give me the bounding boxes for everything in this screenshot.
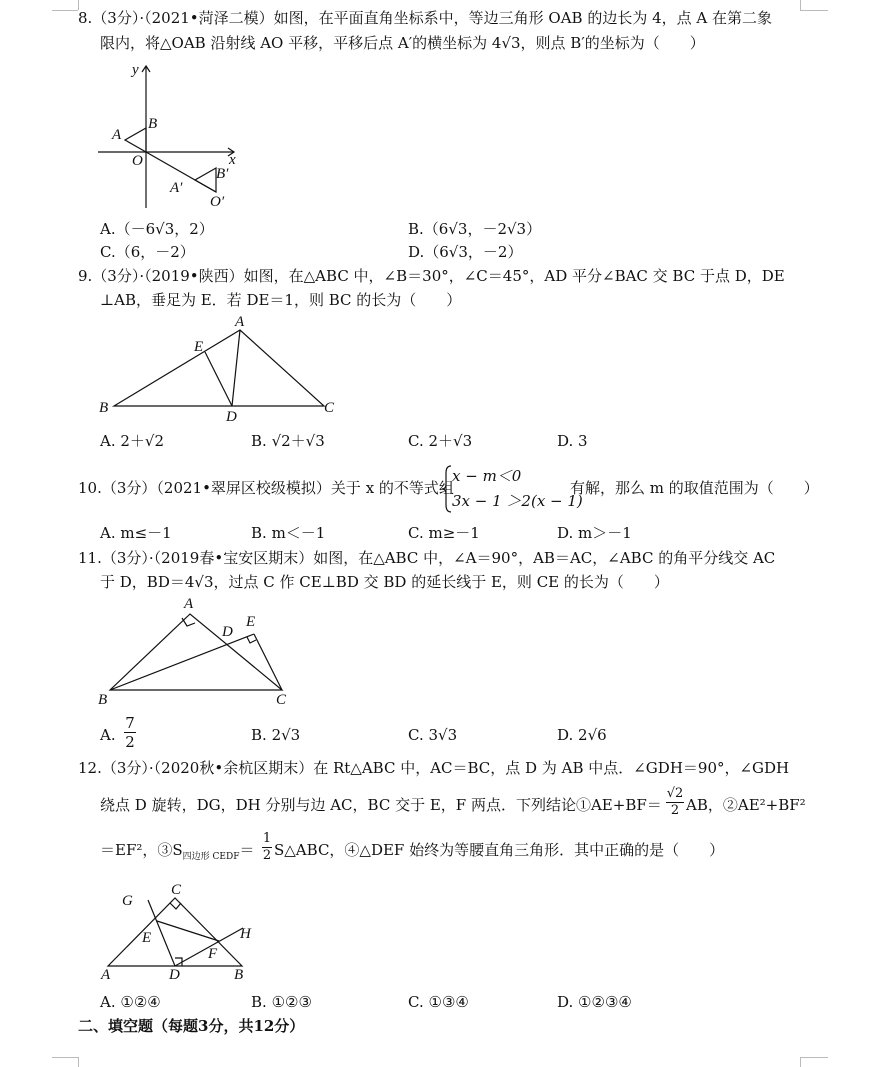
q8-option-c[interactable]: C.（6，－2） <box>100 243 195 261</box>
q11-option-a[interactable]: A. <box>100 726 116 744</box>
q12-label-f: F <box>208 946 218 962</box>
q8-label-y: y <box>132 62 139 78</box>
q11-label-b: B <box>98 692 108 708</box>
q10-system-brace <box>442 465 452 513</box>
corner-mark-top-right-h <box>800 10 828 11</box>
q8-label-a: A <box>112 127 122 143</box>
q12-label-d: D <box>169 967 180 983</box>
q9-figure <box>96 312 346 422</box>
q9-label-e: E <box>194 339 204 355</box>
q12-option-b[interactable]: B. ①②③ <box>251 993 312 1011</box>
q10-option-d[interactable]: D. m＞－1 <box>557 524 632 542</box>
corner-mark-top-left-h <box>52 10 78 11</box>
q12-area-subscript: 四边形 CEDF <box>182 852 240 862</box>
q12-label-h: H <box>240 926 251 942</box>
q12-option-c[interactable]: C. ①③④ <box>408 993 469 1011</box>
q9-label-a: A <box>235 314 245 330</box>
q9-label-d: D <box>226 409 237 422</box>
q8-label-o-prime: O′ <box>210 194 225 210</box>
q12-label-a: A <box>101 967 111 983</box>
q12-label-b: B <box>234 967 244 983</box>
q10-stem-suffix: 有解，那么 m 的取值范围为（ ） <box>570 479 819 497</box>
section-2-heading: 二、填空题（每题3分，共12分） <box>78 1017 305 1035</box>
q10-inequality-2: 3x − 1 ＞2(x − 1) <box>452 492 583 510</box>
q8-label-o: O <box>132 153 143 169</box>
q12-stem-line3c: S△ABC，④△DEF 始终为等腰直角三角形．其中正确的是（ ） <box>274 841 725 859</box>
q9-stem-line2: ⊥AB，垂足为 E．若 DE＝1，则 BC 的长为（ ） <box>100 291 462 309</box>
corner-mark-bottom-right-h <box>800 1057 828 1058</box>
q10-stem-prefix: 10.（3分）（2021•翠屏区校级模拟）关于 x 的不等式组 <box>78 479 454 497</box>
q11-option-d[interactable]: D. 2√6 <box>557 726 607 744</box>
q12-label-e: E <box>142 930 152 946</box>
q9-stem-line1: 9.（3分）·（2019•陕西）如图，在△ABC 中，∠B＝30°，∠C＝45°，AD 平分∠BAC 交 BC 于点 D，DE <box>78 267 785 285</box>
q8-stem-line2: 限内，将△OAB 沿射线 AO 平移，平移后点 A′的横坐标为 4√3，则点 B′的坐标为（ ） <box>100 34 705 52</box>
q9-option-d[interactable]: D. 3 <box>557 432 588 450</box>
q12-figure <box>96 878 266 988</box>
q10-option-b[interactable]: B. m＜－1 <box>251 524 326 542</box>
q8-option-d[interactable]: D.（6√3，－2） <box>408 243 523 261</box>
q12-option-d[interactable]: D. ①②③④ <box>557 993 632 1011</box>
q11-label-c: C <box>276 692 287 708</box>
q8-option-b[interactable]: B.（6√3，－2√3） <box>408 220 542 238</box>
q9-label-b: B <box>99 400 109 416</box>
corner-mark-bottom-right-v <box>800 1057 801 1067</box>
q10-option-c[interactable]: C. m≥－1 <box>408 524 480 542</box>
q8-stem-line1: 8.（3分）·（2021•菏泽二模）如图，在平面直角坐标系中，等边三角形 OAB 的边长为 4，点 A 在第二象 <box>78 9 773 27</box>
q12-stem-line3a: ＝EF²，$③S_{四边形 CEDF}=$ <box>100 841 255 862</box>
corner-mark-bottom-left-v <box>78 1057 79 1067</box>
q12-stem-line1: 12.（3分）·（2020秋•余杭区期末）在 Rt△ABC 中，AC＝BC，点 D 为 AB 中点．∠GDH＝90°，∠GDH <box>78 759 790 777</box>
q9-option-c[interactable]: C. 2＋√3 <box>408 432 473 450</box>
q11-option-c[interactable]: C. 3√3 <box>408 726 458 744</box>
q9-label-c: C <box>324 400 335 416</box>
q10-inequality-1: x − m＜0 <box>452 467 522 485</box>
q11-label-e: E <box>246 614 256 630</box>
q12-stem-line2b: AB，②AE²+BF² <box>686 796 806 814</box>
q11-option-a-fraction: 7 2 <box>125 714 135 751</box>
q12-fraction-half: 1 2 <box>262 831 272 863</box>
corner-mark-bottom-left-h <box>52 1057 78 1058</box>
q8-figure <box>96 60 256 210</box>
q8-option-a[interactable]: A.（－6√3，2） <box>100 220 214 238</box>
q11-label-d: D <box>222 624 233 640</box>
q8-label-b-prime: B′ <box>216 166 229 182</box>
q11-option-b[interactable]: B. 2√3 <box>251 726 301 744</box>
q10-option-a[interactable]: A. m≤－1 <box>100 524 172 542</box>
q8-label-b: B <box>148 116 158 132</box>
q11-stem-line1: 11.（3分）·（2019春•宝安区期末）如图，在△ABC 中，∠A＝90°，AB＝AC，∠ABC 的角平分线交 AC <box>78 549 776 567</box>
q9-option-b[interactable]: B. √2＋√3 <box>251 432 325 450</box>
q8-label-x: x <box>229 152 236 168</box>
q12-label-g: G <box>122 893 133 909</box>
q12-option-a[interactable]: A. ①②④ <box>100 993 161 1011</box>
q11-label-a: A <box>184 596 194 612</box>
q9-option-a[interactable]: A. 2＋√2 <box>100 432 165 450</box>
q12-label-c: C <box>171 882 182 898</box>
corner-mark-top-right-v <box>800 0 801 10</box>
q11-figure <box>96 594 296 710</box>
q12-fraction-sqrt2-over-2: √2 2 <box>666 786 684 818</box>
q8-label-a-prime: A′ <box>170 180 183 196</box>
q12-stem-line2a: 绕点 D 旋转，DG，DH 分别与边 AC，BC 交于 E，F 两点．下列结论①AE+BF＝ <box>100 796 662 814</box>
q11-stem-line2: 于 D，BD＝4√3，过点 C 作 CE⊥BD 交 BD 的延长线于 E，则 CE 的长为（ ） <box>100 573 669 591</box>
